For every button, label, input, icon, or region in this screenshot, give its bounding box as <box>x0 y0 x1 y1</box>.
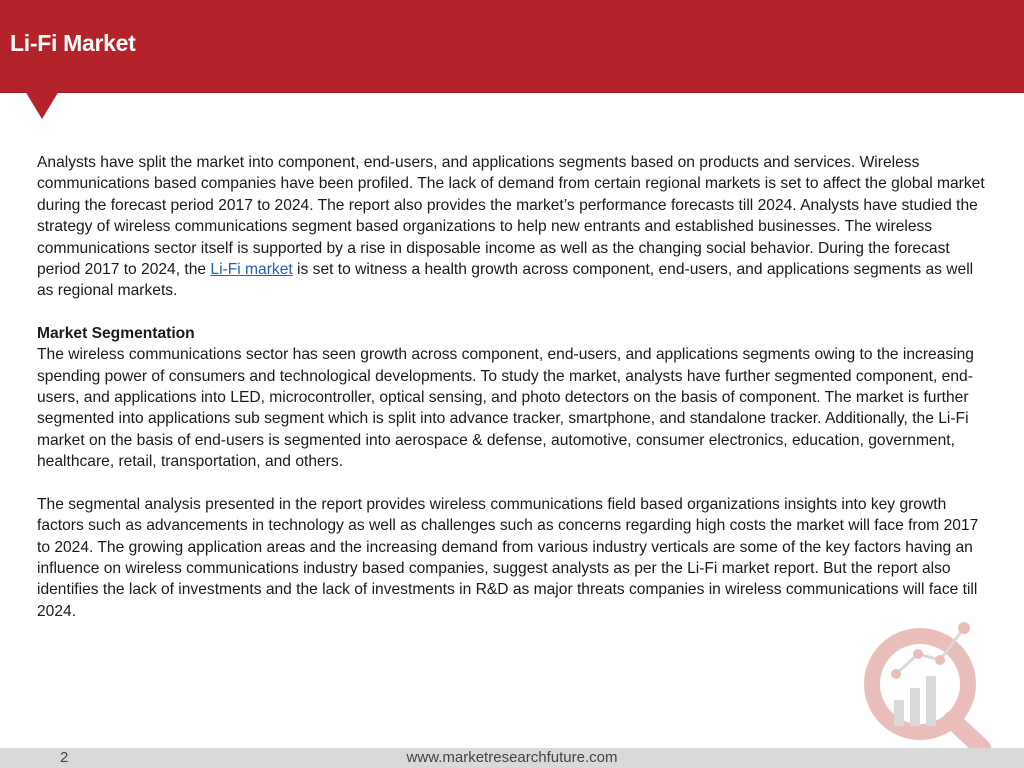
watermark-handle <box>952 720 982 748</box>
body-content <box>37 152 992 643</box>
section-heading: Market Segmentation <box>37 324 195 342</box>
watermark-bar-1 <box>894 700 904 726</box>
header-notch <box>25 91 59 119</box>
watermark-point-4 <box>958 622 970 634</box>
paragraph-intro <box>37 152 992 302</box>
footer-band <box>0 748 1024 768</box>
watermark-bar-2 <box>910 688 920 726</box>
page-title: Li-Fi Market <box>10 30 136 56</box>
paragraph-segmentation-text: The wireless communications sector has seen growth across component, end-users, and applications segments owing to the increasing spending power of consumers and technological developments. To study the market, analysts have further segmented component, end-users, and applications into LED, microcontroller, optical sensing, and photo detectors on the basis of component. The market is further segmented into applications sub segment which is split into advance tracker, smartphone, and standalone tracker. Additionally, the Li-Fi market on the basis of end-users is segmented into aerospace & defense, automotive, consumer electronics, education, government, healthcare, retail, transportation, and others. <box>37 346 974 471</box>
paragraph-intro-text-end: is set to witness a health growth across component, end-users, and applications segments as well as regional markets. <box>37 261 974 300</box>
paragraph-segmentation <box>37 323 992 473</box>
paragraph-analysis: The segmental analysis presented in the report provides wireless communications field based organizations insights into key growth factors such as advancements in technology as well as challenges such as concerns regarding high costs the market will face from 2017 to 2024. The growing application areas and the increasing demand from various industry verticals are some of the key factors having an influence on wireless communications industry based companies, suggest analysts as per the Li-Fi market report. But the report also identifies the lack of investments and the lack of investments in R&D as major threats companies in wireless communications will face till 2024. <box>37 495 979 620</box>
footer-url: www.marketresearchfuture.com <box>406 749 618 766</box>
page-number: 2 <box>60 749 69 766</box>
watermark-bar-3 <box>926 676 936 726</box>
header-band <box>0 0 1024 93</box>
li-fi-market-link[interactable]: Li-Fi market <box>210 261 293 279</box>
paragraph-intro-text-start: Analysts have split the market into component, end-users, and applications segments based on products and services. Wireless communications based companies have been profiled. The lack of demand from certain regional markets is set to affect the global market during the forecast period 2017 to 2024. The report also provides the market’s performance forecasts till 2024. Analysts have studied the strategy of wireless communications segment based organizations to help new entrants and established businesses. The wireless communications sector itself is supported by a rise in disposable income as well as the changing social behavior. During the forecast period 2017 to 2024, the <box>37 154 985 279</box>
watermark-point-1 <box>891 669 901 679</box>
watermark-point-2 <box>913 649 923 659</box>
watermark-point-3 <box>935 655 945 665</box>
magnifier-chart-icon <box>860 610 1000 750</box>
